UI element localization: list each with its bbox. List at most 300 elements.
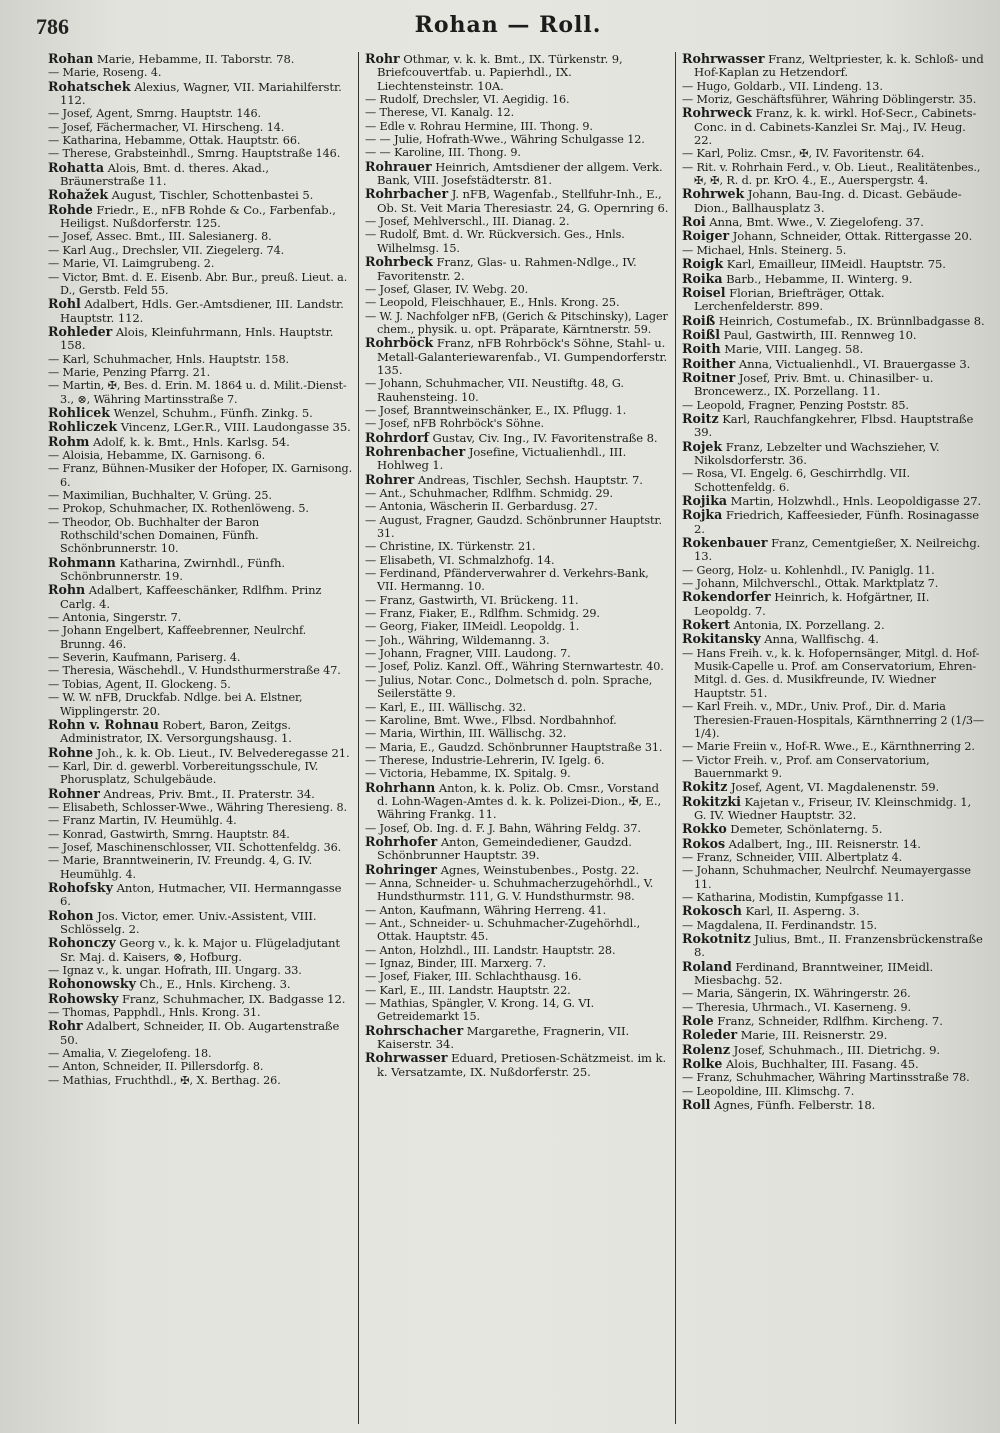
directory-entry [48, 1060, 353, 1073]
entry-text: — Josef, Assec. Bmt., III. Salesianerg. 8. [48, 230, 272, 244]
directory-entry [48, 936, 353, 964]
directory-entry [682, 932, 987, 960]
entry-text: — Therese, VI. Kanalg. 12. [365, 106, 515, 120]
entry-surname: Rohrbeck [365, 254, 433, 270]
directory-entry [48, 161, 353, 189]
directory-entry [682, 257, 987, 271]
directory-entry [48, 121, 353, 134]
entry-text: Karl, II. Asperng. 3. [741, 904, 860, 919]
entry-text: Franz, Schneider, Rdlfhm. Kircheng. 7. [713, 1014, 943, 1029]
directory-entry [365, 445, 670, 473]
directory-entry [48, 556, 353, 584]
entry-text: Jos. Victor, emer. Univ.-Assistent, VIII. Schlösselg. 2. [60, 908, 317, 936]
directory-entry [682, 795, 987, 823]
directory-entry [365, 594, 670, 607]
entry-surname: Rolke [682, 1056, 723, 1072]
entry-text: Karl, Rauchfangkehrer, Flbsd. Hauptstraße 39. [694, 411, 974, 440]
entry-text: — Elisabeth, Schlosser-Wwe., Währing Theresieng. 8. [48, 800, 348, 814]
entry-text: — Ferdinand, Pfänderverwahrer d. Verkehrs-Bank, VII. Hermanng. 10. [365, 567, 649, 594]
entry-text: Gustav, Civ. Ing., IV. Favoritenstraße 8. [428, 430, 658, 445]
entry-text: — Prokop, Schuhmacher, IX. Rothenlöweng. 5. [48, 502, 309, 516]
entry-surname: Roland [682, 958, 732, 974]
entry-text: Margarethe, Fragnerin, VII. Kaiserstr. 34. [377, 1023, 630, 1052]
entry-text: Agnes, Weinstubenbes., Postg. 22. [437, 862, 640, 877]
entry-text: — Edle v. Rohrau Hermine, III. Thong. 9. [365, 119, 593, 133]
directory-entry [48, 449, 353, 462]
entry-text: — Hans Freih. v., k. k. Hofopernsänger, Mitgl. d. Hof-Musik-Capelle u. Prof. am Conservatorium, Ehren-Mitgl. d. Ges. d. Musikfreunde, IV. Wiedner Hauptstr. 51. [682, 646, 980, 700]
entry-text: — Aloisia, Hebamme, IX. Garnisong. 6. [48, 448, 266, 462]
entry-text: Adalbert, Ing., III. Reisnerstr. 14. [725, 836, 921, 851]
directory-entry [682, 1001, 987, 1014]
entry-text: — Georg, Fiaker, IIMeidl. Leopoldg. 1. [365, 620, 580, 634]
entry-text: Karl, Emailleur, IIMeidl. Hauptstr. 75. [723, 257, 946, 272]
directory-entry [682, 161, 987, 188]
entry-surname: Rohde [48, 201, 93, 217]
directory-entry [365, 767, 670, 780]
directory-entry [365, 754, 670, 767]
directory-entry [365, 701, 670, 714]
entry-text: — Karl, Schuhmacher, Hnls. Hauptstr. 158. [48, 352, 289, 366]
entry-text: Josef, Schuhmach., III. Dietrichg. 9. [729, 1042, 941, 1057]
directory-entry [48, 379, 353, 406]
entry-text: — Ignaz, Binder, III. Marxerg. 7. [365, 957, 546, 971]
entry-text: — Theresia, Uhrmach., VI. Kaserneng. 9. [682, 1000, 911, 1014]
directory-entry [682, 647, 987, 700]
entry-text: Anna, Wallfischg. 4. [760, 632, 879, 647]
directory-entry [682, 618, 987, 632]
entry-surname: Rohm [48, 433, 90, 449]
directory-entry [48, 964, 353, 977]
entry-surname: Rohrwasser [682, 52, 765, 66]
entry-text: — Katharina, Hebamme, Ottak. Hauptstr. 66. [48, 134, 301, 148]
directory-entry [682, 590, 987, 618]
entry-text: — Josef, Fächermacher, VI. Hirscheng. 14. [48, 120, 285, 134]
directory-entry [365, 310, 670, 337]
directory-entry [48, 52, 353, 66]
directory-entry [48, 909, 353, 937]
entry-surname: Rohn v. Rohnau [48, 716, 159, 732]
entry-text: Demeter, Schönlaterng. 5. [726, 822, 883, 837]
directory-entry [48, 1019, 353, 1047]
directory-entry [365, 404, 670, 417]
entry-text: Anna, Bmt. Wwe., V. Ziegelofeng. 37. [705, 215, 924, 230]
directory-entry [682, 904, 987, 918]
directory-entry [682, 244, 987, 257]
directory-entry [365, 674, 670, 701]
entry-text: Anton, k. k. Poliz. Ob. Cmsr., Vorstand d. Lohn-Wagen-Amtes d. k. k. Polizei-Dion., ✠, E., Währing Frankg. 11. [377, 780, 662, 822]
entry-text: — Anna, Schneider- u. Schuhmacherzugehörhdl., V. Hundsthurmstr. 111, G. V. Hundsthurmstr. 98. [365, 876, 654, 904]
directory-entry [365, 431, 670, 445]
entry-text: Georg v., k. k. Major u. Flügeladjutant Sr. Maj. d. Kaisers, ⊗, Hofburg. [60, 936, 340, 964]
directory-entry [365, 1024, 670, 1052]
entry-text: — Anton, Kaufmann, Währing Herreng. 41. [365, 903, 607, 917]
entry-surname: Roitz [682, 410, 719, 426]
directory-entry [682, 1071, 987, 1084]
entry-text: — Rudolf, Drechsler, VI. Aegidig. 16. [365, 93, 570, 107]
entry-surname: Roither [682, 355, 736, 371]
entry-text: Josef, Agent, VI. Magdalenenstr. 59. [727, 780, 940, 795]
directory-entry [682, 1014, 987, 1028]
entry-text: Anna, Victualienhdl., VI. Brauergasse 3. [735, 356, 971, 371]
entry-text: — Victor Freih. v., Prof. am Conservatorium, Bauernmarkt 9. [682, 753, 930, 780]
directory-entry [365, 647, 670, 660]
directory-entry [48, 244, 353, 257]
entry-surname: Rohatschek [48, 78, 131, 94]
directory-entry [48, 107, 353, 120]
directory-entry [365, 215, 670, 228]
directory-entry [48, 787, 353, 801]
column-2 [358, 52, 675, 1424]
directory-entry [48, 353, 353, 366]
directory-entry [682, 577, 987, 590]
directory-entry [365, 133, 670, 146]
entry-surname: Roith [682, 341, 721, 357]
entry-text: Franz, Lebzelter und Wachszieher, V. Nikolsdorferstr. 36. [694, 439, 940, 467]
entry-surname: Rolenz [682, 1041, 730, 1057]
entry-text: — Therese, Industrie-Lehrerin, IV. Igelg. 6. [365, 753, 605, 767]
entry-surname: Rohrenbacher [365, 443, 466, 459]
entry-surname: Rokenbauer [682, 535, 768, 551]
directory-entry [365, 146, 670, 159]
entry-text: Eduard, Pretiosen-Schätzmeist. im k. k. Versatzamte, IX. Nußdorferstr. 25. [377, 1051, 667, 1079]
entry-text: Alois, Bmt. d. theres. Akad., Bräunerstraße 11. [60, 160, 269, 189]
entry-text: Alexius, Wagner, VII. Mariahilferstr. 112. [60, 79, 342, 108]
entry-text: — Josef, Poliz. Kanzl. Off., Währing Sternwartestr. 40. [365, 660, 664, 674]
directory-entry [48, 611, 353, 624]
entry-surname: Rohonowsky [48, 976, 136, 992]
entry-surname: Rokko [682, 821, 727, 837]
directory-entry [48, 203, 353, 231]
entry-text: — Franz, Fiaker, E., Rdlfhm. Schmidg. 29. [365, 607, 600, 621]
directory-entry [48, 583, 353, 611]
entry-text: — Moriz, Geschäftsführer, Währing Döblingerstr. 35. [682, 93, 977, 107]
page-header [36, 6, 980, 46]
directory-entry [48, 1006, 353, 1019]
entry-text: — Victor, Bmt. d. E. Eisenb. Abr. Bur., preuß. Lieut. a. D., Gerstb. Feld 55. [48, 270, 348, 297]
entry-text: Antonia, IX. Porzellang. 2. [730, 618, 885, 633]
directory-entry [365, 1051, 670, 1079]
directory-entry [682, 864, 987, 891]
entry-surname: Rohne [48, 744, 94, 760]
directory-entry [682, 412, 987, 440]
directory-entry [365, 160, 670, 188]
entry-text: Andreas, Priv. Bmt., II. Praterstr. 34. [99, 786, 315, 801]
directory-entry [365, 540, 670, 553]
entry-text: Alois, Kleinfuhrmann, Hnls. Hauptstr. 158. [60, 324, 334, 353]
entry-text: — Katharina, Modistin, Kumpfgasse 11. [682, 890, 904, 904]
entry-text: — Maria, Sängerin, IX. Währingerstr. 26. [682, 987, 911, 1001]
entry-surname: Roleder [682, 1027, 738, 1043]
entry-text: — Antonia, Wäscherin II. Gerbardusg. 27. [365, 500, 598, 514]
entry-text: Johann, Schneider, Ottak. Rittergasse 20. [729, 229, 973, 244]
entry-text: — Leopoldine, III. Klimschg. 7. [682, 1084, 855, 1098]
directory-entry [365, 877, 670, 904]
directory-entry [365, 957, 670, 970]
directory-entry [365, 567, 670, 594]
entry-text: — Josef, Maschinenschlosser, VII. Schottenfeldg. 36. [48, 840, 342, 854]
entry-surname: Rokitz [682, 779, 728, 795]
entry-text: Marie, VIII. Langeg. 58. [720, 342, 864, 357]
entry-text: — Franz, Gastwirth, VI. Brückeng. 11. [365, 593, 579, 607]
entry-text: Ch., E., Hnls. Kircheng. 3. [135, 977, 291, 992]
entry-text: — Josef, Mehlverschl., III. Dianag. 2. [365, 215, 570, 229]
entry-text: Adalbert, Kaffeeschänker, Rdlfhm. Prinz Carlg. 4. [60, 583, 322, 611]
entry-text: — Victoria, Hebamme, IX. Spitalg. 9. [365, 767, 571, 781]
directory-entry [365, 283, 670, 296]
directory-entry [365, 187, 670, 215]
directory-entry [48, 366, 353, 379]
entry-text: — Johann, Schuhmacher, VII. Neustiftg. 48, G. Rauhensteing. 10. [365, 377, 624, 404]
entry-text: — Ant., Schneider- u. Schuhmacher-Zugehörhdl., Ottak. Hauptstr. 45. [365, 917, 641, 944]
entry-text: Florian, Briefträger, Ottak. Lerchenfelderstr. 899. [694, 285, 885, 314]
directory-entry [48, 664, 353, 677]
entry-text: Johann, Bau-Ing. d. Dicast. Gebäude-Dion., Ballhausplatz 3. [694, 187, 962, 215]
directory-entry [365, 487, 670, 500]
entry-text: Ferdinand, Branntweiner, IIMeidl. Miesbachg. 52. [694, 959, 934, 988]
entry-text: — Thomas, Papphdl., Hnls. Krong. 31. [48, 1006, 261, 1020]
directory-entry [682, 399, 987, 412]
entry-text: — Tobias, Agent, II. Glockeng. 5. [48, 677, 231, 691]
directory-entry [682, 1098, 987, 1112]
entry-surname: Roiß [682, 312, 716, 328]
entry-text: Heinrich, k. Hofgärtner, II. Leopoldg. 7. [694, 590, 930, 618]
entry-text: — Marie Freiin v., Hof-R. Wwe., E., Kärnthnerring 2. [682, 740, 975, 754]
entry-text: — Karl, E., III. Landstr. Hauptstr. 22. [365, 983, 571, 997]
directory-entry [365, 554, 670, 567]
directory-entry [48, 977, 353, 991]
entry-text: — Mathias, Spängler, V. Krong. 14, G. VI. Getreidemarkt 15. [365, 997, 595, 1024]
directory-entry [682, 891, 987, 904]
entry-text: — Severin, Kaufmann, Pariserg. 4. [48, 651, 241, 665]
directory-entry [682, 700, 987, 740]
entry-text: — Johann, Schuhmacher, Neulrchf. Neumayergasse 11. [682, 864, 971, 891]
entry-text: Franz, Schuhmacher, IX. Badgasse 12. [118, 991, 346, 1006]
entry-text: Othmar, v. k. k. Bmt., IX. Türkenstr. 9, Briefcouvertfab. u. Papierhdl., IX. Liechtensteinstr. 10A. [377, 52, 623, 93]
entry-text: Kajetan v., Friseur, IV. Kleinschmidg. 1, G. IV. Wiedner Hauptstr. 32. [694, 794, 972, 822]
entry-text: — Johann, Milchverschl., Ottak. Marktplatz 7. [682, 577, 939, 591]
entry-text: Barb., Hebamme, II. Winterg. 9. [722, 271, 913, 286]
directory-entry [682, 52, 987, 80]
directory-entry [365, 741, 670, 754]
entry-text: — Maria, Wirthin, III. Wällischg. 32. [365, 727, 567, 741]
entry-text: — Martin, ✠, Bes. d. Erin. M. 1864 u. d. Milit.-Dienst-3., ⊗, Währing Martinsstraße 7. [48, 379, 347, 406]
directory-entry [682, 508, 987, 536]
entry-text: Heinrich, Costumefab., IX. Brünnlbadgasse 8. [715, 313, 985, 328]
entry-text: Anton, Hutmacher, VII. Hermanngasse 6. [60, 880, 342, 909]
entry-text: — Rudolf, Bmt. d. Wr. Rückversich. Ges., Hnls. Wilhelmsg. 15. [365, 228, 625, 255]
column-1 [36, 52, 358, 1424]
directory-entry [365, 781, 670, 822]
entry-surname: Roißl [682, 326, 721, 342]
entry-text: Marie, III. Reisnerstr. 29. [737, 1028, 888, 1043]
entry-text: — Theodor, Ob. Buchhalter der Baron Rothschild'schen Domainen, Fünfh. Schönbrunnerstr. 10. [48, 515, 260, 556]
entry-text: — Josef, Fiaker, III. Schlachthausg. 16. [365, 970, 582, 984]
directory-entry [48, 462, 353, 489]
entry-surname: Rojek [682, 438, 723, 454]
directory-entry [48, 678, 353, 691]
entry-surname: Roll [682, 1097, 711, 1113]
directory-entry [48, 435, 353, 449]
entry-surname: Rojka [682, 507, 723, 523]
entry-text: — Anton, Schneider, II. Pillersdorfg. 8. [48, 1060, 264, 1074]
entry-text: J. nFB, Wagenfab., Stellfuhr-Inh., E., Ob. St. Veit Maria Theresiastr. 24, G. Opernring 6. [377, 187, 669, 215]
entry-text: Franz, Cementgießer, X. Neilreichg. 13. [694, 536, 981, 564]
entry-surname: Rokos [682, 835, 726, 851]
directory-entry [48, 691, 353, 718]
directory-entry [48, 406, 353, 420]
directory-entry [365, 607, 670, 620]
directory-entry [365, 93, 670, 106]
directory-entry [682, 314, 987, 328]
entry-surname: Rokitzki [682, 793, 741, 809]
entry-surname: Rohatta [48, 159, 104, 175]
entry-text: Franz, Glas- u. Rahmen-Ndlge., IV. Favoritenstr. 2. [377, 255, 637, 283]
directory-entry [365, 620, 670, 633]
entry-text: — Franz, Schuhmacher, Währing Martinsstraße 78. [682, 1071, 970, 1085]
directory-entry [48, 651, 353, 664]
directory-entry [48, 828, 353, 841]
directory-entry [365, 473, 670, 487]
entry-text: — Maximilian, Buchhalter, V. Grüng. 25. [48, 489, 272, 502]
entry-text: Adalbert, Hdls. Ger.-Amtsdiener, III. Landstr. Hauptstr. 112. [60, 297, 344, 325]
entry-surname: Rokosch [682, 903, 742, 919]
entry-surname: Role [682, 1013, 714, 1029]
directory-entry [48, 188, 353, 202]
directory-entry [48, 760, 353, 787]
directory-entry [682, 328, 987, 342]
directory-entry [365, 660, 670, 673]
directory-entry [365, 984, 670, 997]
entry-text: — Michael, Hnls. Steinerg. 5. [682, 243, 847, 257]
directory-entry [48, 147, 353, 160]
directory-entry [365, 727, 670, 740]
entry-surname: Rohonczy [48, 935, 116, 951]
directory-entry [48, 992, 353, 1006]
directory-entry [365, 917, 670, 944]
entry-text: — Johann Engelbert, Kaffeebrenner, Neulrchf. Brunng. 46. [48, 624, 307, 651]
entry-text: — Mathias, Fruchthdl., ✠, X. Berthag. 26. [48, 1073, 281, 1087]
entry-surname: Rohowsky [48, 990, 119, 1006]
directory-entry [682, 229, 987, 243]
directory-entry [365, 863, 670, 877]
directory-entry [48, 257, 353, 270]
directory-entry [682, 919, 987, 932]
directory-entry [365, 514, 670, 541]
entry-text: Agnes, Fünfh. Felberstr. 18. [710, 1098, 876, 1113]
entry-surname: Roiger [682, 228, 730, 244]
directory-entry [682, 754, 987, 781]
entry-surname: Rohrböck [365, 335, 434, 351]
directory-entry [682, 1028, 987, 1042]
entry-text: — Joh., Währing, Wildemanng. 3. [365, 633, 550, 647]
entry-surname: Rohlicek [48, 404, 110, 420]
directory-entry [682, 80, 987, 93]
entry-text: Paul, Gastwirth, III. Rennweg 10. [720, 327, 917, 342]
entry-text: — Christine, IX. Türkenstr. 21. [365, 540, 536, 554]
directory-entry [682, 371, 987, 399]
entry-surname: Rohn [48, 582, 86, 598]
directory-entry [365, 120, 670, 133]
entry-text: — Karoline, Bmt. Wwe., Flbsd. Nordbahnhof. [365, 713, 617, 727]
directory-entry [365, 904, 670, 917]
entry-text: — Anton, Holzhdl., III. Landstr. Hauptstr. 28. [365, 943, 616, 957]
directory-entry [48, 718, 353, 746]
directory-entry [682, 822, 987, 836]
entry-text: Wenzel, Schuhm., Fünfh. Zinkg. 5. [110, 405, 313, 420]
entry-text: Vincenz, LGer.R., VIII. Laudongasse 35. [117, 420, 351, 435]
entry-text: — Hugo, Goldarb., VII. Lindeng. 13. [682, 79, 883, 93]
entry-text: — Josef, Branntweinschänker, E., IX. Pflugg. 1. [365, 403, 627, 417]
entry-text: — Josef, Glaser, IV. Webg. 20. [365, 282, 529, 296]
entry-text: — Rosa, VI. Engelg. 6, Geschirrhdlg. VII. Schottenfeldg. 6. [682, 467, 910, 494]
directory-entry [365, 106, 670, 119]
directory-entry [682, 272, 987, 286]
directory-entry [48, 489, 353, 502]
entry-text: — Konrad, Gastwirth, Smrng. Hauptstr. 84. [48, 827, 290, 841]
entry-surname: Rohrdorf [365, 429, 429, 445]
entry-surname: Rokendorfer [682, 589, 771, 605]
entry-text: — Ignaz v., k. ungar. Hofrath, III. Ungarg. 33. [48, 964, 302, 978]
entry-text: — Theresia, Wäschehdl., V. Hundsthurmerstraße 47. [48, 664, 341, 678]
entry-text: Heinrich, Amtsdiener der allgem. Verk. Bank, VIII. Josefstädterstr. 81. [377, 159, 663, 188]
entry-surname: Rohrwasser [365, 1050, 448, 1066]
directory-entry [48, 230, 353, 243]
entry-surname: Rohrhann [365, 779, 436, 795]
entry-surname: Rohliczek [48, 419, 118, 435]
entry-surname: Rojika [682, 493, 728, 508]
directory-entry [365, 255, 670, 283]
directory-entry [365, 944, 670, 957]
directory-entry [682, 93, 987, 106]
entry-text: — Josef, Agent, Smrng. Hauptstr. 146. [48, 107, 261, 121]
directory-entry [682, 1057, 987, 1071]
entry-text: Anton, Gemeindediener, Gaudzd. Schönbrunner Hauptstr. 39. [377, 834, 632, 863]
entry-text: — — Karoline, III. Thong. 9. [365, 146, 521, 160]
entry-text: Franz, Weltpriester, k. k. Schloß- und Hof-Kaplan zu Hetzendorf. [694, 52, 984, 80]
directory-entry [365, 997, 670, 1024]
directory-entry [48, 80, 353, 108]
entry-text: Katharina, Zwirnhdl., Fünfh. Schönbrunnerstr. 19. [60, 555, 285, 584]
entry-text: Franz, k. k. wirkl. Hof-Secr., Cabinets-Conc. in d. Cabinets-Kanzlei Sr. Maj., IV. Heug. 22. [694, 106, 977, 148]
entry-text: — Marie, Branntweinerin, IV. Freundg. 4, G. IV. Heumühlg. 4. [48, 854, 313, 881]
directory-entry [48, 134, 353, 147]
entry-surname: Rohrauer [365, 158, 432, 174]
entry-text: — Marie, Roseng. 4. [48, 66, 162, 80]
entry-text: — Maria, E., Gaudzd. Schönbrunner Hauptstraße 31. [365, 740, 663, 754]
directory-entry [365, 296, 670, 309]
entry-text: — Johann, Fragner, VIII. Laudong. 7. [365, 647, 571, 661]
directory-entry [682, 1085, 987, 1098]
entry-surname: Rohmann [48, 554, 116, 570]
directory-entry [682, 286, 987, 314]
directory-entry [682, 467, 987, 494]
entry-text: — Antonia, Singerstr. 7. [48, 611, 182, 625]
entry-text: — Julius, Notar. Conc., Dolmetsch d. poln. Sprache, Seilerstätte 9. [365, 673, 653, 701]
entry-surname: Rohan [48, 52, 94, 66]
entry-text: Adalbert, Schneider, II. Ob. Augartenstraße 50. [60, 1019, 340, 1047]
entry-text: — Karl, Dir. d. gewerbl. Vorbereitungsschule, IV. Phorusplatz, Schulgebäude. [48, 759, 319, 787]
entry-surname: Roitner [682, 369, 736, 385]
directory-entry [48, 854, 353, 881]
entry-text: — Leopold, Fragner, Penzing Poststr. 85. [682, 398, 909, 412]
directory-entry [365, 822, 670, 835]
directory-entry [48, 801, 353, 814]
entry-surname: Rohrwek [682, 186, 745, 202]
columns [36, 52, 992, 1424]
directory-entry [48, 746, 353, 760]
running-title: Rohan — Roll. [414, 12, 602, 38]
directory-entry [682, 740, 987, 753]
